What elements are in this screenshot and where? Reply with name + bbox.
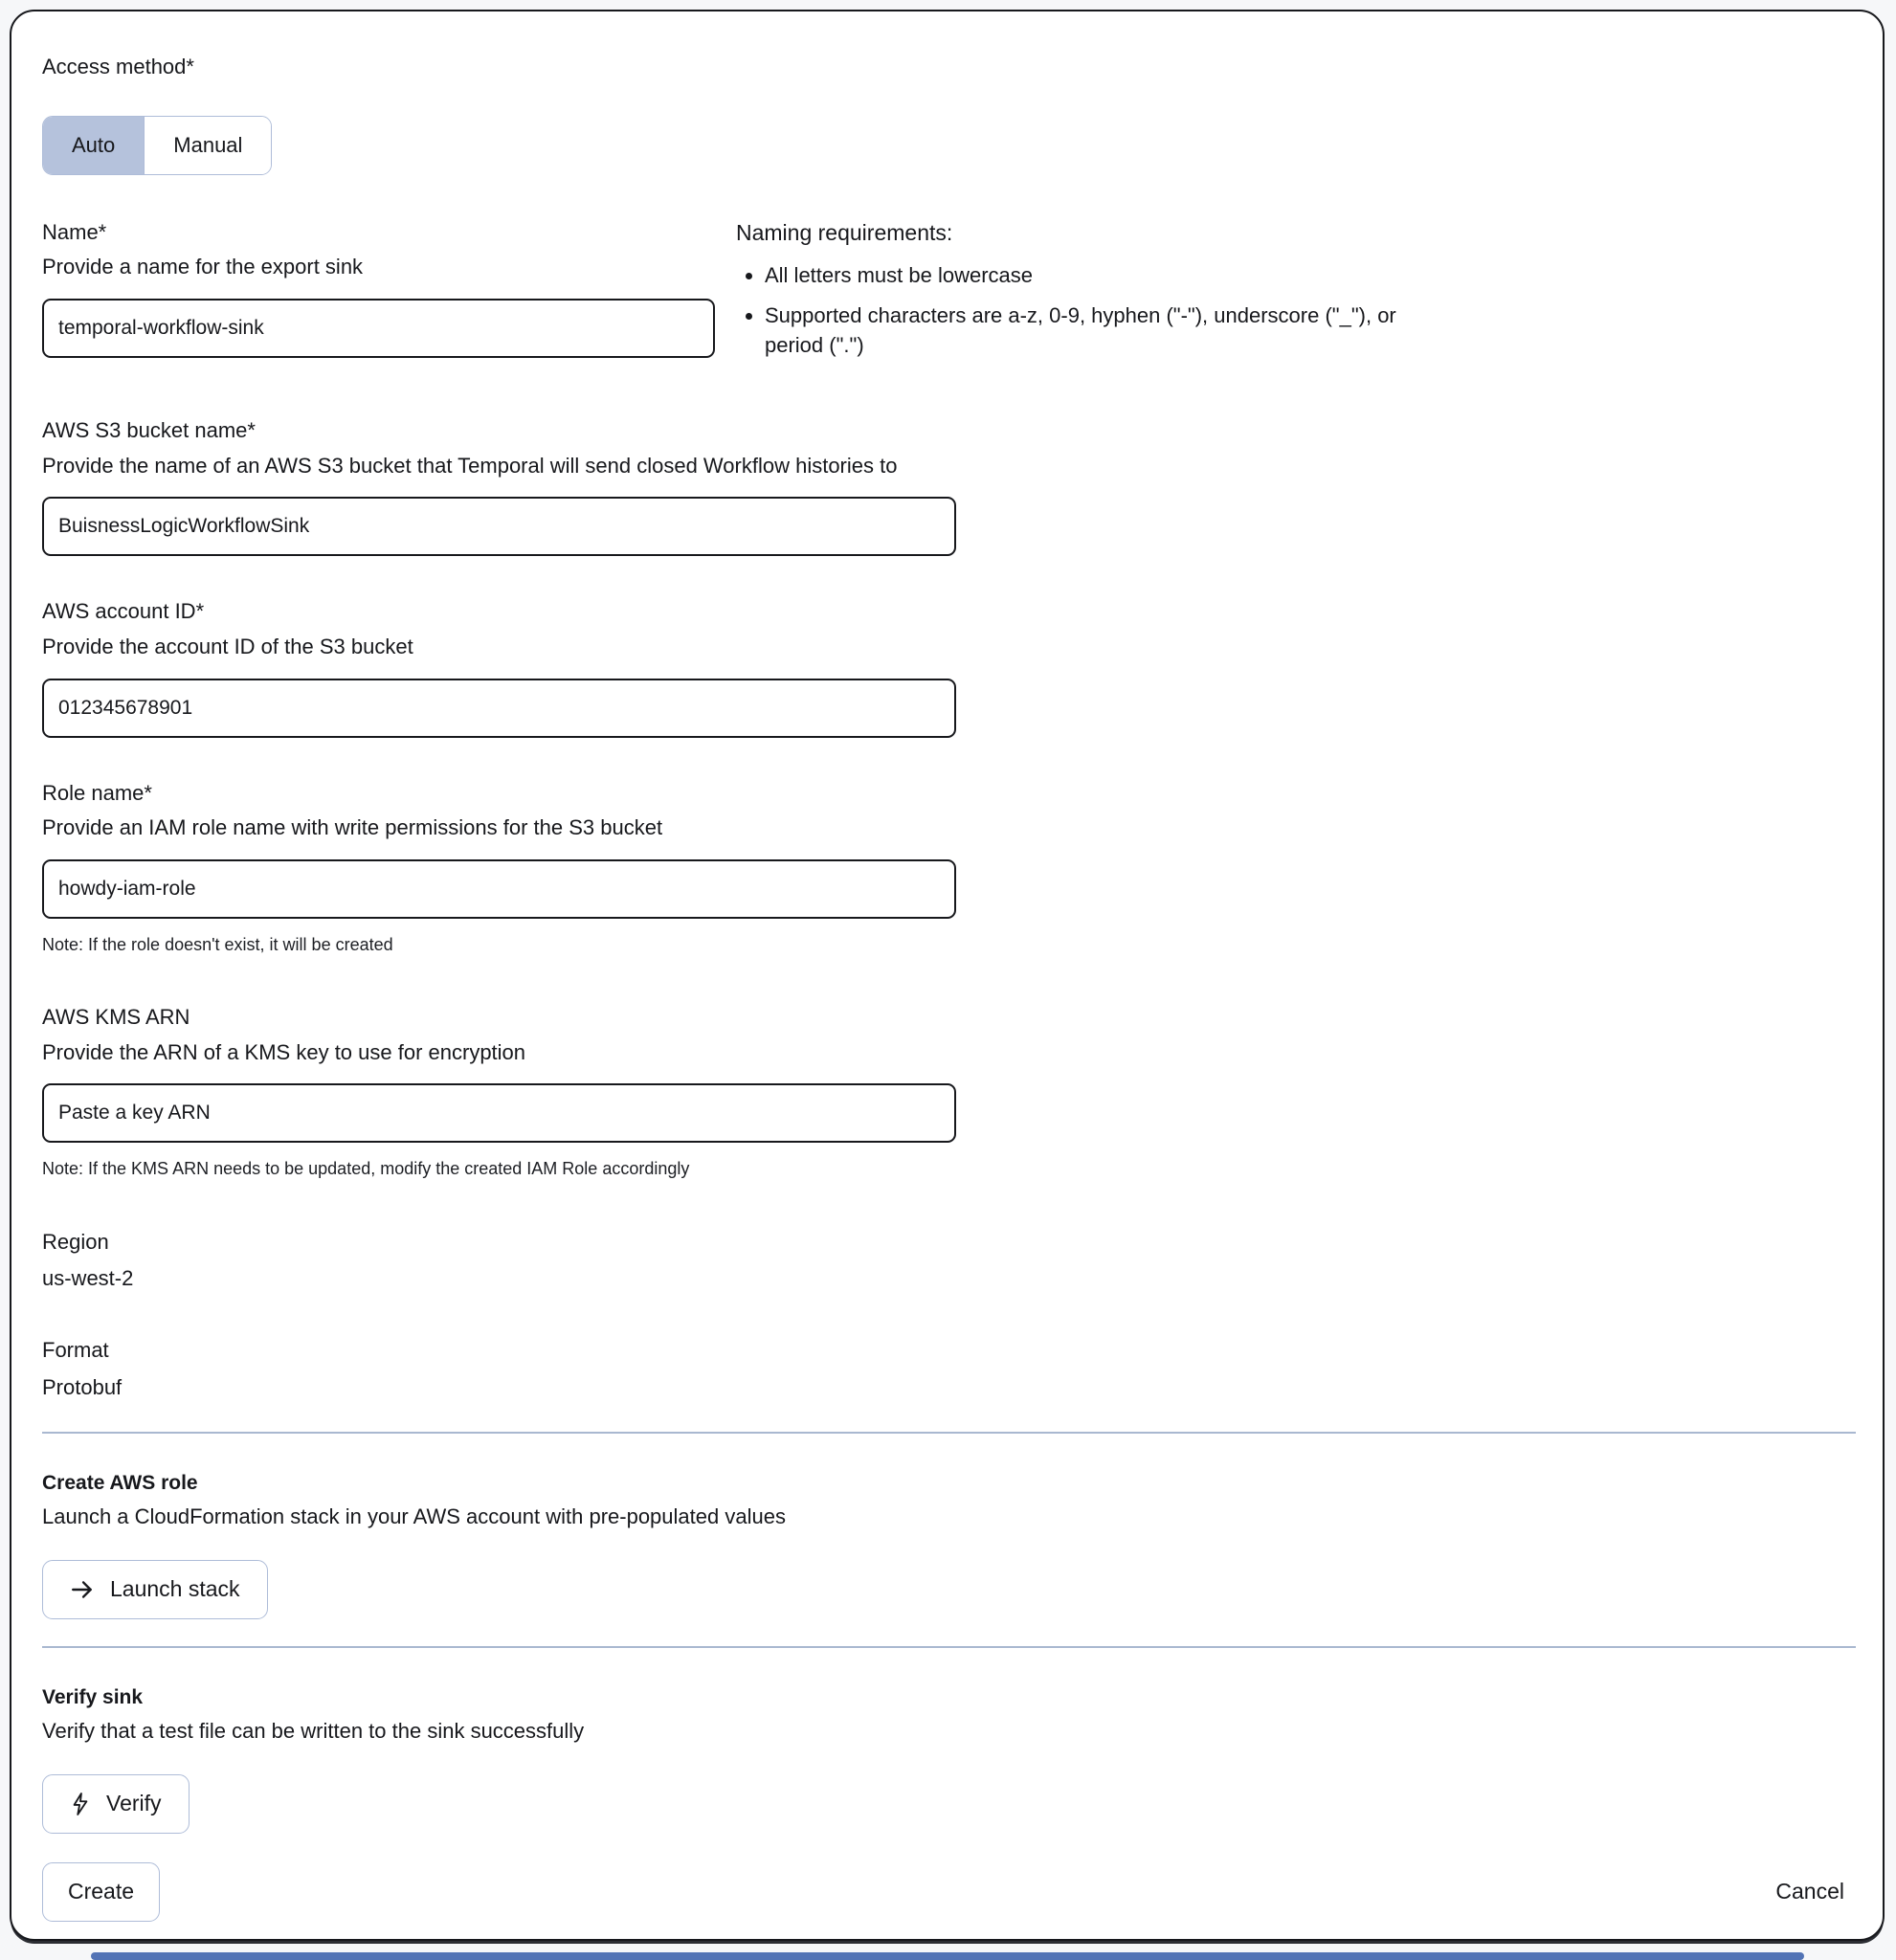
kms-description: Provide the ARN of a KMS key to use for encryption xyxy=(42,1039,526,1064)
arrow-right-icon xyxy=(70,1577,95,1602)
create-role-description: Launch a CloudFormation stack in your AWS account with pre-populated values xyxy=(42,1504,786,1529)
region-readonly-group xyxy=(42,1229,1856,1293)
account-description: Provide the account ID of the S3 bucket xyxy=(42,634,413,658)
create-button[interactable] xyxy=(42,1862,160,1922)
verify-sink-title: Verify sink xyxy=(42,1685,144,1708)
name-description: Provide a name for the export sink xyxy=(42,255,364,279)
role-description: Provide an IAM role name with write permissions for the S3 bucket xyxy=(42,815,663,840)
divider xyxy=(42,1432,1856,1434)
region-label: Region xyxy=(42,1229,109,1254)
create-role-section xyxy=(42,1470,1856,1619)
account-field-group xyxy=(42,598,1856,737)
launch-stack-button[interactable] xyxy=(42,1560,268,1619)
form-actions xyxy=(42,1862,1856,1922)
launch-stack-label: Launch stack xyxy=(110,1576,240,1602)
format-label: Format xyxy=(42,1337,109,1362)
format-readonly-group xyxy=(42,1337,1856,1401)
naming-requirement-item: • Supported characters are a-z, 0-9, hyphen ("-"), underscore ("_"), or period (".") xyxy=(765,301,1417,360)
naming-requirements xyxy=(736,219,1417,370)
verify-sink-description: Verify that a test file can be written to the sink successfully xyxy=(42,1719,585,1744)
divider xyxy=(42,1646,1856,1648)
role-input[interactable] xyxy=(42,859,956,919)
kms-label: AWS KMS ARN xyxy=(42,1005,190,1030)
name-input[interactable] xyxy=(42,299,715,358)
access-method-manual-button[interactable]: Manual xyxy=(144,117,271,174)
verify-label: Verify xyxy=(106,1791,162,1816)
lightning-bolt-icon xyxy=(70,1792,91,1816)
format-value: Protobuf xyxy=(42,1374,123,1399)
create-label: Create xyxy=(68,1879,135,1904)
access-method-toggle xyxy=(42,116,272,175)
naming-requirements-title: Naming requirements: xyxy=(736,219,953,245)
account-label: AWS account ID* xyxy=(42,599,205,624)
role-field-group xyxy=(42,780,1856,957)
naming-requirement-item: • All letters must be lowercase xyxy=(765,260,1417,290)
kms-note: Note: If the KMS ARN needs to be updated, modify the created IAM Role accordingly xyxy=(42,1159,690,1179)
export-sink-form-card xyxy=(10,10,1885,1941)
bucket-field-group xyxy=(42,417,1856,556)
account-input[interactable] xyxy=(42,679,956,738)
kms-input[interactable] xyxy=(42,1083,956,1143)
bucket-label: AWS S3 bucket name* xyxy=(42,418,256,443)
access-method-auto-button[interactable]: Auto xyxy=(43,117,144,174)
verify-button[interactable] xyxy=(42,1774,190,1834)
bucket-input[interactable] xyxy=(42,497,956,556)
name-label: Name* xyxy=(42,219,107,244)
create-role-title: Create AWS role xyxy=(42,1472,198,1495)
name-and-requirements-row xyxy=(42,219,1856,370)
access-method-label: Access method* xyxy=(42,55,194,78)
name-field-group xyxy=(42,219,715,358)
region-value: us-west-2 xyxy=(42,1266,134,1291)
naming-requirements-list xyxy=(736,260,1417,360)
verify-sink-section xyxy=(42,1684,1856,1834)
role-label: Role name* xyxy=(42,780,152,805)
horizontal-scrollbar[interactable] xyxy=(91,1952,1804,1960)
bucket-description: Provide the name of an AWS S3 bucket that Temporal will send closed Workflow histories to xyxy=(42,453,898,478)
kms-field-group xyxy=(42,1004,1856,1181)
role-note: Note: If the role doesn't exist, it will be created xyxy=(42,934,393,954)
cancel-button[interactable]: Cancel xyxy=(1775,1879,1844,1904)
